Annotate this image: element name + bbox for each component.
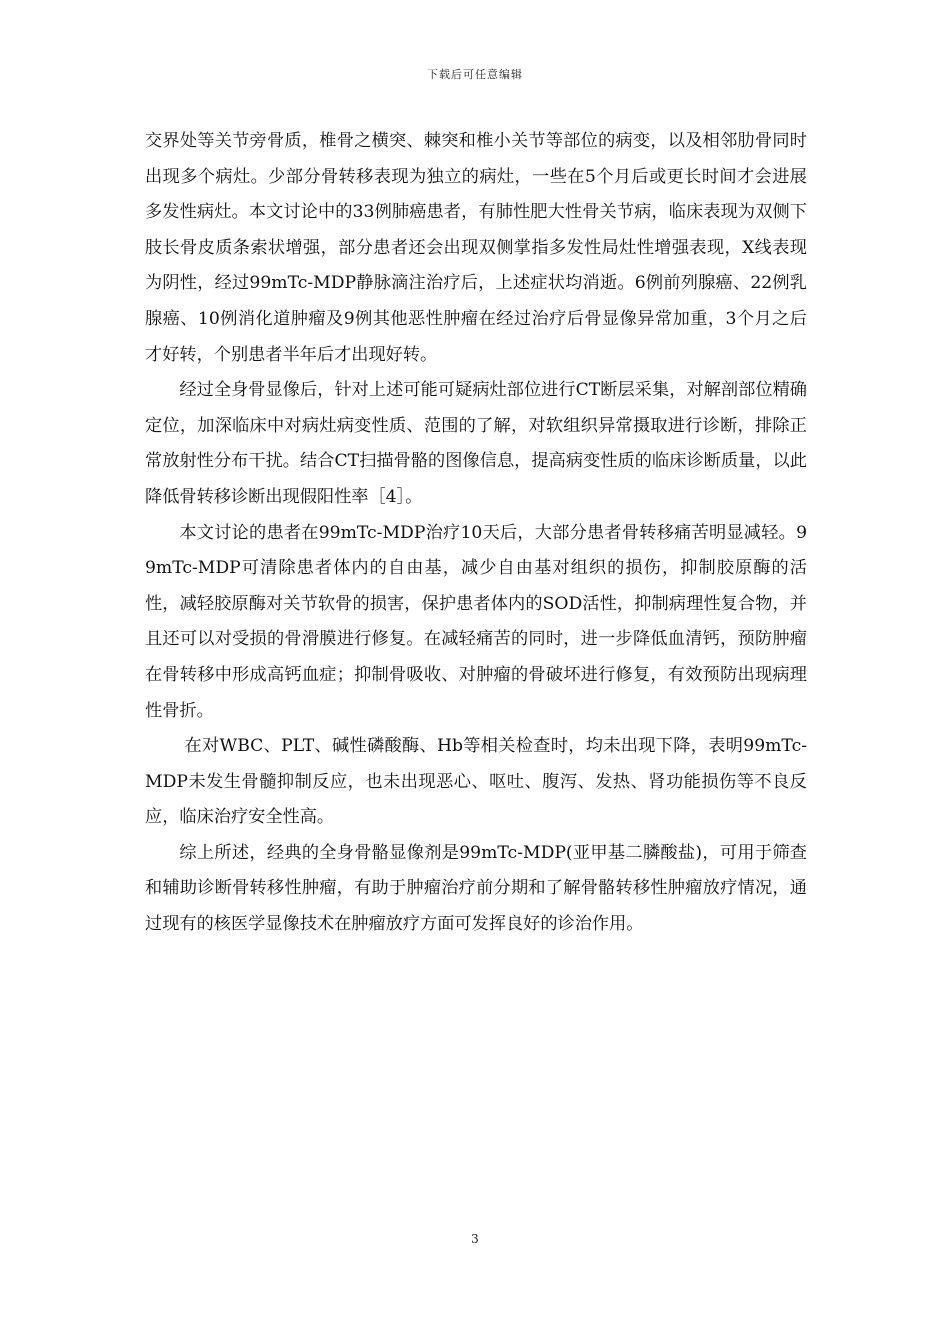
paragraph: 经过全身骨显像后，针对上述可能可疑病灶部位进行CT断层采集，对解剖部位精确定位，加深临床中对病灶病变性质、范围的了解，对软组织异常摄取进行诊断，排除正常放射性分布干扰。结合CT扫描骨骼的图像信息，提高病变性质的临床诊断质量，以此降低骨转移诊断出现假阳性率［4］。 <box>145 380 807 507</box>
paragraph: 综上所述，经典的全身骨骼显像剂是99mTc-MDP(亚甲基二膦酸盐)，可用于筛查和辅助诊断骨转移性肿瘤，有助于肿瘤治疗前分期和了解骨骼转移性肿瘤放疗情况，通过现有的核医学显像技术在肿瘤放疗方面可发挥良好的诊治作用。 <box>145 842 807 935</box>
page-header: 下载后可任意编辑 <box>427 68 523 81</box>
paragraph-continued: 交界处等关节旁骨质，椎骨之横突、棘突和椎小关节等部位的病变，以及相邻肋骨同时出现多个病灶。少部分骨转移表现为独立的病灶，一些在5个月后或更长时间才会进展多发性病灶。本文讨论中的33例肺癌患者，有肺性肥大性骨关节病，临床表现为双侧下肢长骨皮质条索状增强，部分患者还会出现双侧掌指多发性局灶性增强表现，X线表现为阴性，经过99mTc-MDP静脉滴注治疗后，上述症状均消逝。6例前列腺癌、22例乳腺癌、10例消化道肿瘤及9例其他恶性肿瘤在经过治疗后骨显像异常加重，3个月之后才好转，个别患者半年后才出现好转。 <box>145 131 807 365</box>
paragraph: 本文讨论的患者在99mTc-MDP治疗10天后，大部分患者骨转移痛苦明显减轻。99mTc-MDP可清除患者体内的自由基，减少自由基对组织的损伤，抑制胶原酶的活性，减轻胶原酶对关节软骨的损害，保护患者体内的SOD活性，抑制病理性复合物，并且还可以对受损的骨滑膜进行修复。在减轻痛苦的同时，进一步降低血清钙，预防肿瘤在骨转移中形成高钙血症；抑制骨吸收、对肿瘤的骨破坏进行修复，有效预防出现病理性骨折。 <box>145 522 807 721</box>
paragraph: 在对WBC、PLT、碱性磷酸酶、Hb等相关检查时，均未出现下降，表明99mTc-MDP未发生骨髓抑制反应，也未出现恶心、呕吐、腹泻、发热、肾功能损伤等不良反应，临床治疗安全性高。 <box>145 736 807 828</box>
page-number: 3 <box>471 1232 479 1246</box>
body-text <box>145 124 807 943</box>
